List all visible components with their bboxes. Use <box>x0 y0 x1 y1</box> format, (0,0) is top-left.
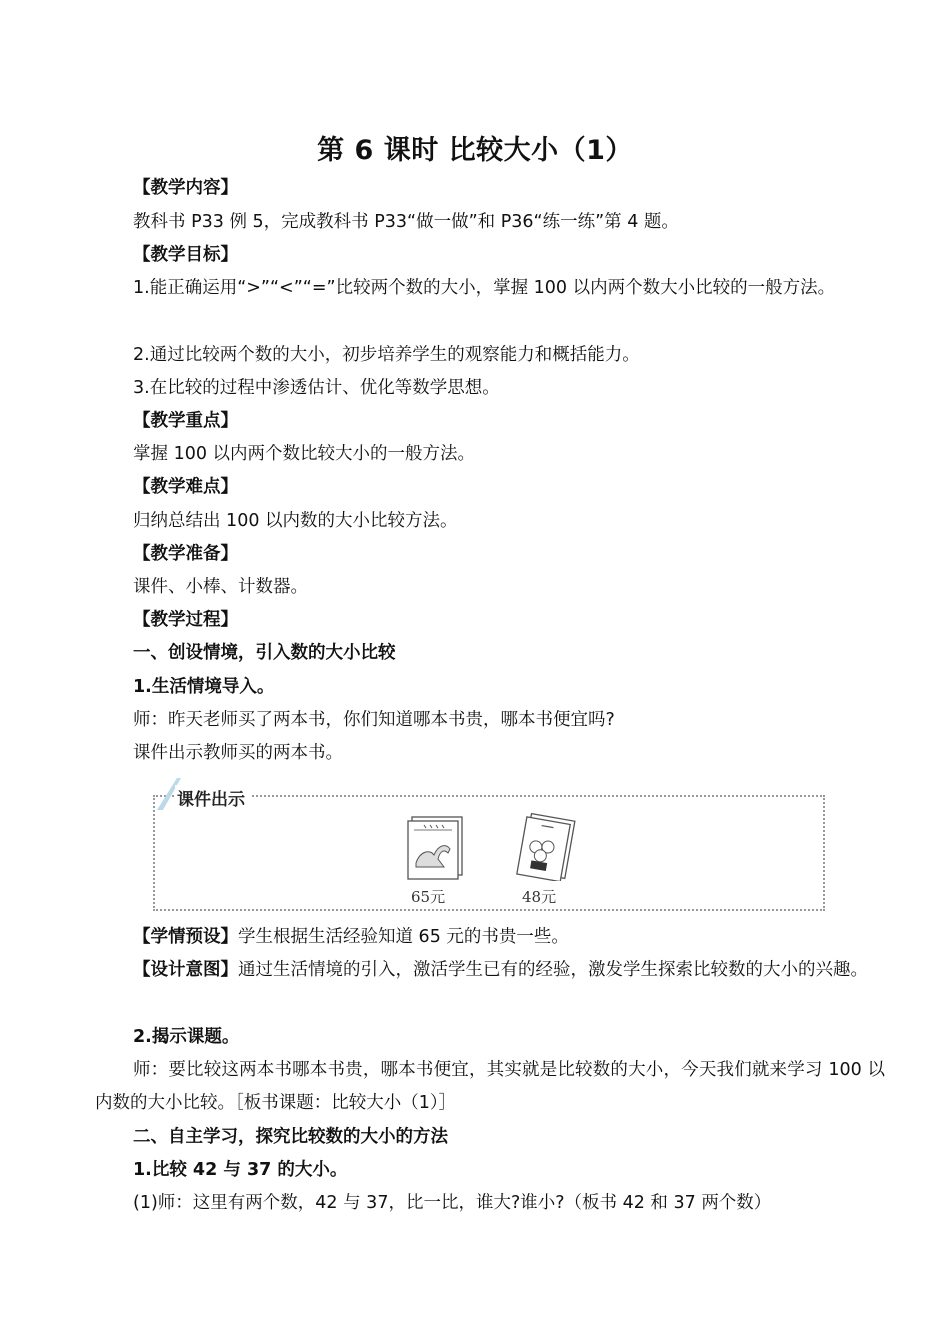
part-2-heading: 二、自主学习，探究比较数的大小的方法 <box>133 1127 448 1147</box>
key-text: 掌握 100 以内两个数比较大小的一般方法。 <box>133 444 476 464</box>
section-heading-key: 【教学重点】 <box>133 411 238 431</box>
section-heading-preparation: 【教学准备】 <box>133 544 238 564</box>
step-1-heading: 1.生活情境导入。 <box>133 677 275 697</box>
prediction-text: 学生根据生活经验知道 65 元的书贵一些。 <box>238 927 569 947</box>
sub-1-heading: 1.比较 42 与 37 的大小。 <box>133 1160 348 1180</box>
preparation-text: 课件、小棒、计数器。 <box>133 577 308 597</box>
book-2-price: 48元 <box>522 888 557 906</box>
section-heading-goals: 【教学目标】 <box>133 245 238 265</box>
courseware-label: 课件出示 <box>175 785 251 810</box>
section-heading-process: 【教学过程】 <box>133 610 238 630</box>
page-title: 第 6 课时 比较大小（1） <box>317 135 633 166</box>
step-2-text: 师：要比较这两本书哪本书贵，哪本书便宜，其实就是比较数的大小，今天我们就来学习 100 以内数的大小比较。［板书课题：比较大小（1）］ <box>95 1060 885 1113</box>
step-2-heading: 2.揭示课题。 <box>133 1027 240 1047</box>
section-heading-content: 【教学内容】 <box>133 178 238 198</box>
goal-1: 1.能正确运用“>”“<”“=”比较两个数的大小，掌握 100 以内两个数大小比较的一般方法。 <box>133 278 836 298</box>
part-1-heading: 一、创设情境，引入数的大小比较 <box>133 643 396 663</box>
design-intent-text: 通过生活情境的引入，激活学生已有的经验，激发学生探索比较数的大小的兴趣。 <box>238 960 868 980</box>
prediction-line <box>95 921 885 954</box>
encyclopedia-book-illustration <box>404 813 468 881</box>
goal-3: 3.在比较的过程中渗透估计、优化等数学思想。 <box>133 378 500 398</box>
section-heading-difficulty: 【教学难点】 <box>133 477 238 497</box>
design-intent-paragraph <box>95 954 885 987</box>
design-intent-heading: 【设计意图】 <box>133 960 238 980</box>
content-text: 教科书 P33 例 5，完成教科书 P33“做一做”和 P36“练一练”第 4 题。 <box>133 212 679 232</box>
difficulty-text: 归纳总结出 100 以内数的大小比较方法。 <box>133 511 458 531</box>
book-1-price: 65元 <box>411 888 446 906</box>
courseware-box <box>153 795 825 911</box>
prediction-heading: 【学情预设】 <box>133 927 238 947</box>
goal-2: 2.通过比较两个数的大小，初步培养学生的观察能力和概括能力。 <box>133 345 640 365</box>
step-1-line-2: 课件出示教师买的两本书。 <box>133 743 343 763</box>
step-1-line-1: 师：昨天老师买了两本书，你们知道哪本书贵，哪本书便宜吗? <box>133 710 615 730</box>
sub-1-text: (1)师：这里有两个数，42 与 37，比一比，谁大?谁小?（板书 42 和 37 两个数） <box>133 1193 772 1213</box>
fairy-tale-book-illustration <box>516 813 580 881</box>
